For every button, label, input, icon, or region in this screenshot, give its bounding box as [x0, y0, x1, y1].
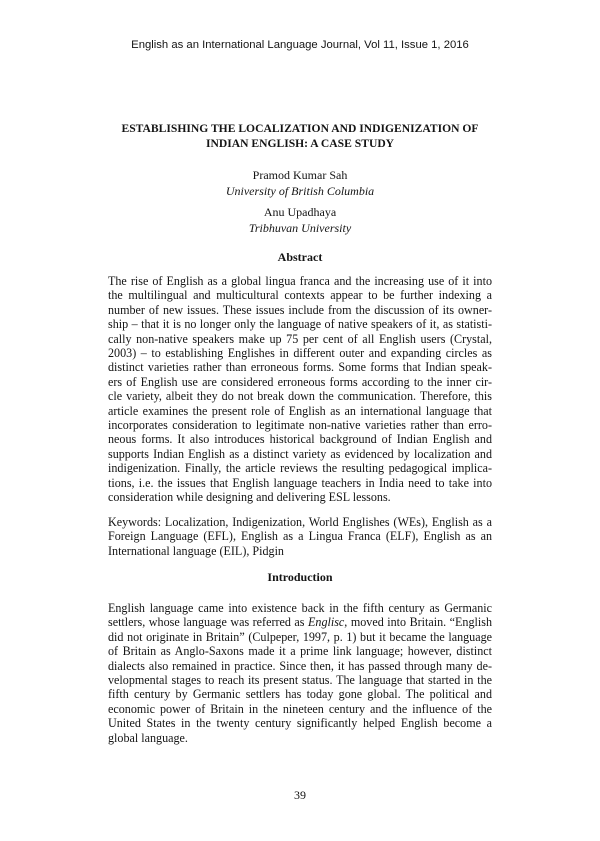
introduction-heading: Introduction: [267, 569, 333, 584]
text-line: ers of English use are considered erroneous forms according to the inner cir-: [108, 374, 492, 389]
text-line: Keywords: Localization, Indigenization, World Englishes (WEs), English as a: [108, 515, 492, 529]
text-line: article examines the present role of English as an international language that: [108, 403, 492, 418]
text-line: [108, 615, 492, 629]
keywords-paragraph: [108, 515, 492, 558]
text-line: of Britain as Anglo-Saxons made it a prime link language; however, distinct: [108, 644, 492, 659]
title-line: INDIAN ENGLISH: A CASE STUDY: [205, 136, 395, 150]
abstract-paragraph: [108, 274, 492, 505]
text-line: supports Indian English as a distinct variety as evidenced by localization and: [108, 446, 492, 461]
text-line: the multilingual and multicultural contexts appear to be further indexing a: [108, 288, 492, 303]
title-line: ESTABLISHING THE LOCALIZATION AND INDIGENIZATION OF: [121, 121, 479, 135]
text-line: Foreign Language (EFL), English as a Lingua Franca (ELF), English as an: [108, 529, 492, 544]
text-line: did not originate in Britain” (Culpeper, 1997, p. 1) but it became the language: [108, 629, 492, 644]
author-block: [100, 168, 500, 199]
text-line: United States in the twenty century significantly helped English become a: [108, 716, 492, 731]
text-line: ship – that it is no longer only the language of native speakers of it, as statisti-: [108, 317, 492, 332]
abstract-heading: Abstract: [277, 249, 323, 264]
page-number: 39: [294, 787, 306, 802]
text-line: consideration while designing and delivering ESL lessons.: [108, 490, 391, 505]
article-title: [60, 121, 540, 151]
text-line: global language.: [108, 730, 188, 745]
text-segment: settlers, whose language was referred as: [108, 615, 309, 630]
text-line: economic power of Britain in the nineteen century and the influence of the: [108, 701, 492, 716]
italic-term: Englisc: [308, 615, 345, 630]
text-line: velopmental stages to reach its present status. The language that started in the: [108, 673, 492, 688]
text-line: English language came into existence back in the fifth century as Germanic: [108, 601, 492, 615]
text-line: incorporates consideration to legitimate non-native varieties rather than erro-: [108, 418, 492, 433]
text-line: The rise of English as a global lingua franca and the increasing use of it into: [108, 274, 492, 288]
text-line: cle variety, albeit they do not break down the communication. Therefore, this: [108, 389, 492, 404]
text-line: indigenization. Finally, the article reviews the resulting pedagogical implica-: [108, 461, 492, 476]
author-affiliation: University of British Columbia: [225, 183, 375, 198]
introduction-paragraph: [108, 601, 492, 745]
text-line: International language (EIL), Pidgin: [108, 543, 284, 558]
author-block: [100, 205, 500, 236]
text-line: tions, i.e. the issues that English language teachers in India need to take into: [108, 475, 492, 490]
text-line: number of new issues. These issues include from the discussion of its owner-: [108, 302, 492, 317]
author-name: Anu Upadhaya: [263, 205, 337, 219]
text-line: dialects also remained in practice. Since then, it has passed through many de-: [108, 658, 492, 673]
author-name: Pramod Kumar Sah: [252, 168, 348, 183]
running-header: English as an International Language Journal, Vol 11, Issue 1, 2016: [131, 39, 469, 51]
text-line: neous forms. It also introduces historical background of Indian English and: [108, 432, 492, 447]
text-line: cally non-native speakers make up 75 per cent of all English users (Crystal,: [108, 331, 492, 346]
text-segment: , moved into Britain. “English: [344, 615, 493, 630]
text-line: fifth century by Germanic settlers has today gone global. The political and: [108, 687, 492, 702]
author-affiliation: Tribhuvan University: [248, 220, 352, 235]
text-line: 2003) – to establishing Englishes in different outer and expanding circles as: [108, 346, 492, 361]
text-line: distinct varieties rather than erroneous forms. Some forms that Indian speak-: [108, 360, 492, 375]
